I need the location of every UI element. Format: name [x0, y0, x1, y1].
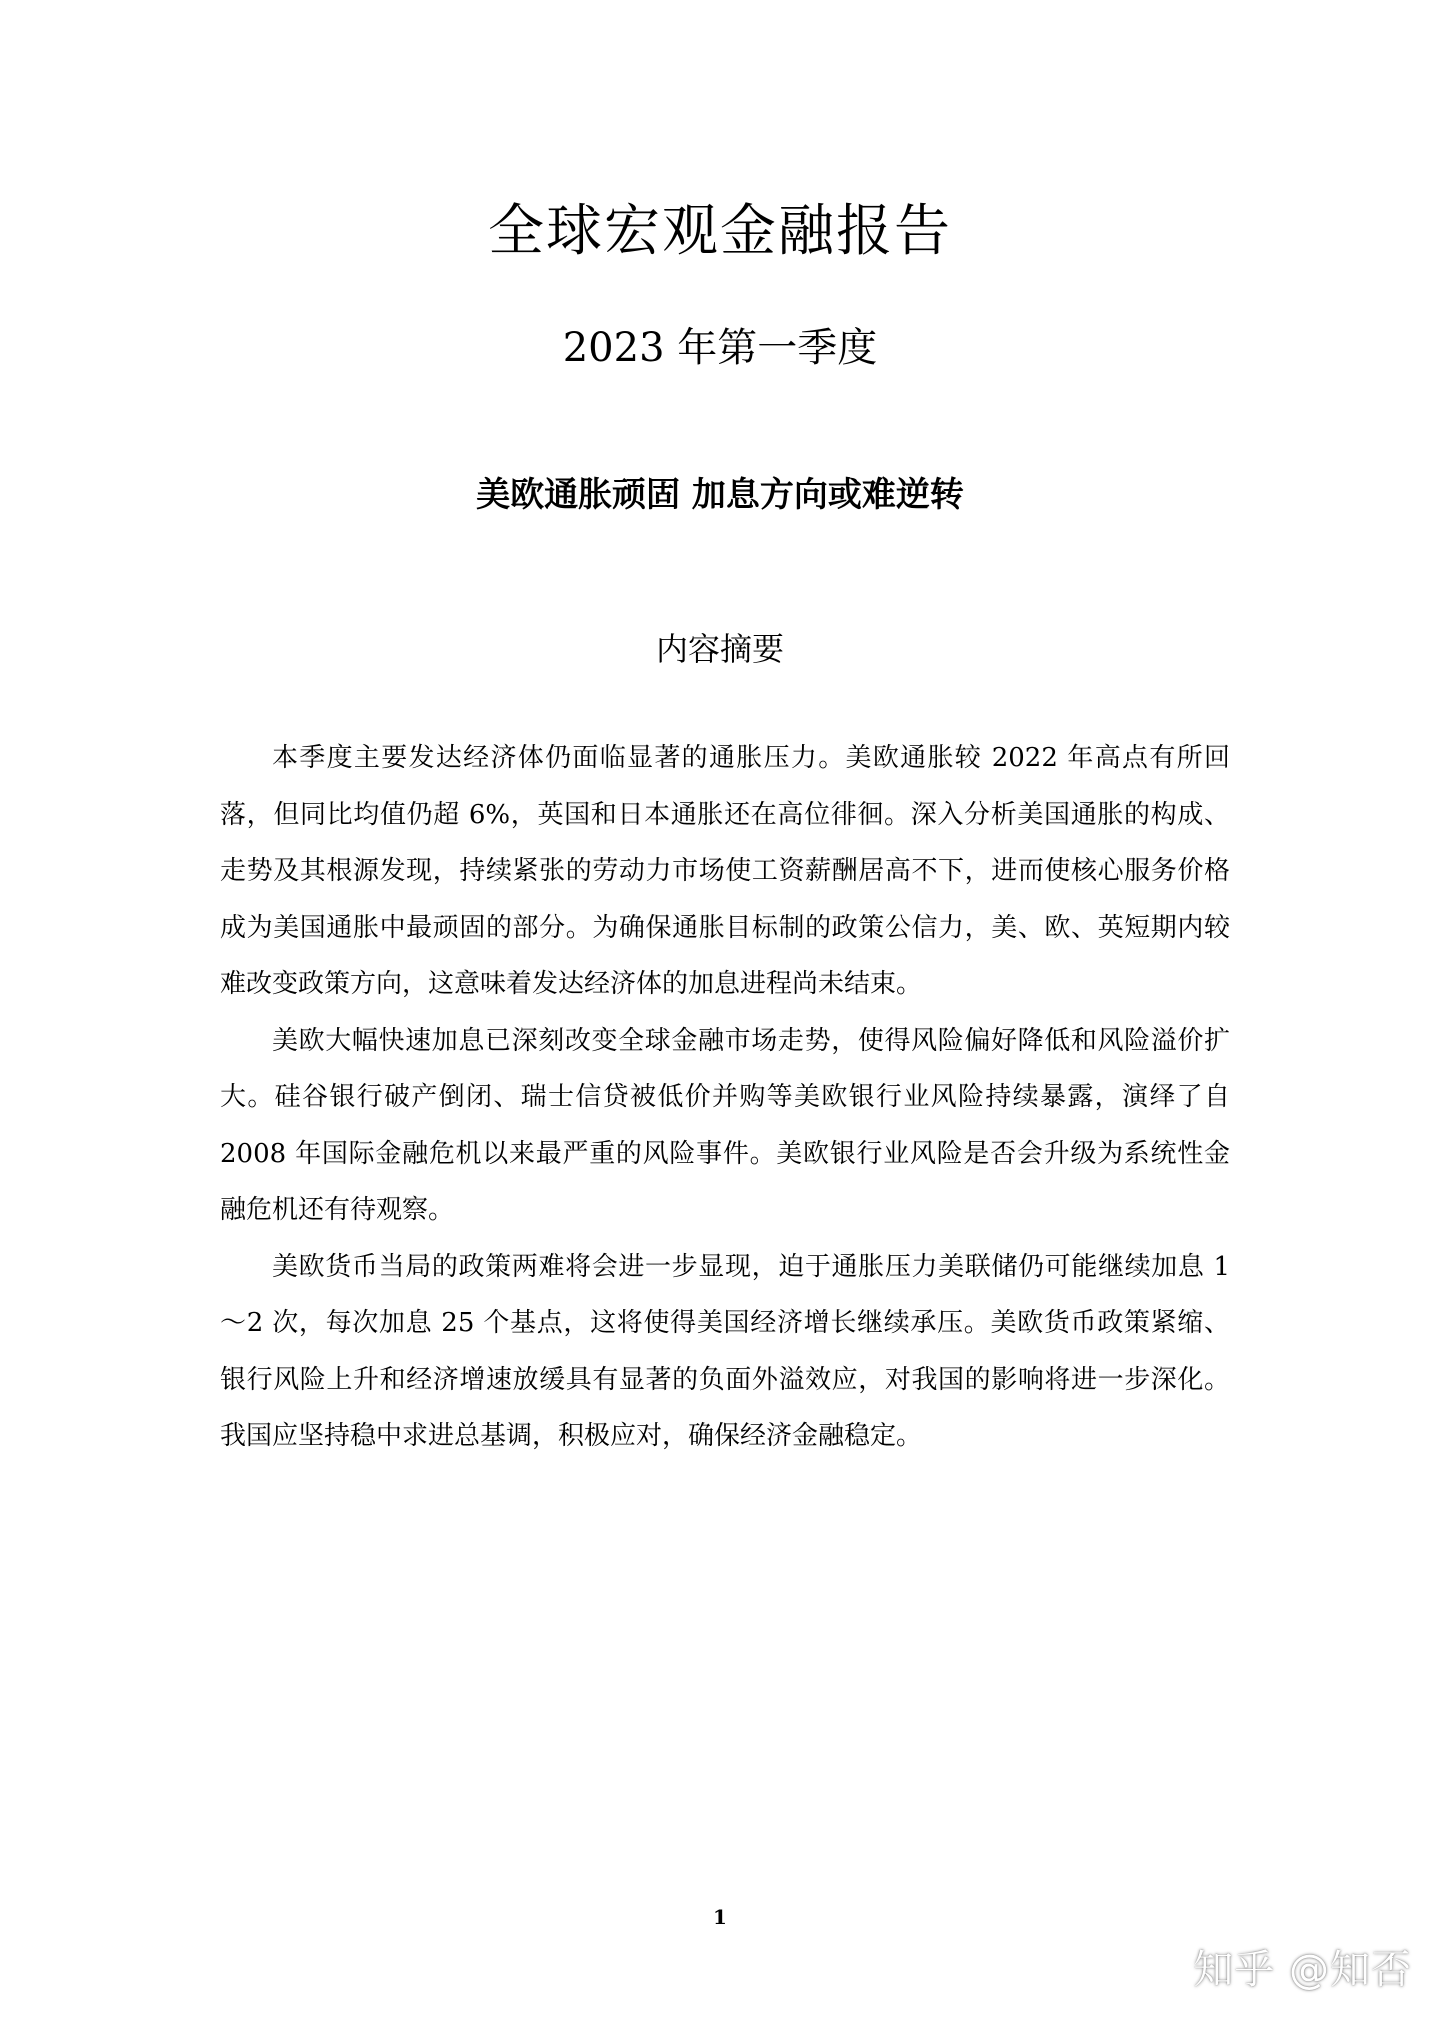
zhihu-watermark: 知乎 @知否: [1193, 1947, 1412, 1993]
abstract-paragraph: 美欧货币当局的政策两难将会进一步显现，迫于通胀压力美联储仍可能继续加息 1～2 次，每次加息 25 个基点，这将使得美国经济增长继续承压。美欧货币政策紧缩、银行风险上升和经济增速放缓具有显著的负面外溢效应，对我国的影响将进一步深化。我国应坚持稳中求进总基调，积极应对，确保经济金融稳定。: [220, 1251, 1230, 1451]
report-headline: 美欧通胀顽固 加息方向或难逆转: [476, 475, 964, 515]
abstract-body: [220, 730, 1230, 1465]
page-number: 1: [713, 1905, 727, 1929]
abstract-heading: 内容摘要: [655, 630, 784, 668]
report-title: 全球宏观金融报告: [488, 199, 952, 264]
abstract-paragraph: 美欧大幅快速加息已深刻改变全球金融市场走势，使得风险偏好降低和风险溢价扩大。硅谷银行破产倒闭、瑞士信贷被低价并购等美欧银行业风险持续暴露，演绎了自 2008 年国际金融危机以来最严重的风险事件。美欧银行业风险是否会升级为系统性金融危机还有待观察。: [220, 1025, 1230, 1225]
report-subtitle: 2023 年第一季度: [562, 325, 878, 371]
abstract-paragraph: 本季度主要发达经济体仍面临显著的通胀压力。美欧通胀较 2022 年高点有所回落，但同比均值仍超 6%，英国和日本通胀还在高位徘徊。深入分析美国通胀的构成、走势及其根源发现，持续紧张的劳动力市场使工资薪酬居高不下，进而使核心服务价格成为美国通胀中最顽固的部分。为确保通胀目标制的政策公信力，美、欧、英短期内较难改变政策方向，这意味着发达经济体的加息进程尚未结束。: [220, 743, 1230, 999]
